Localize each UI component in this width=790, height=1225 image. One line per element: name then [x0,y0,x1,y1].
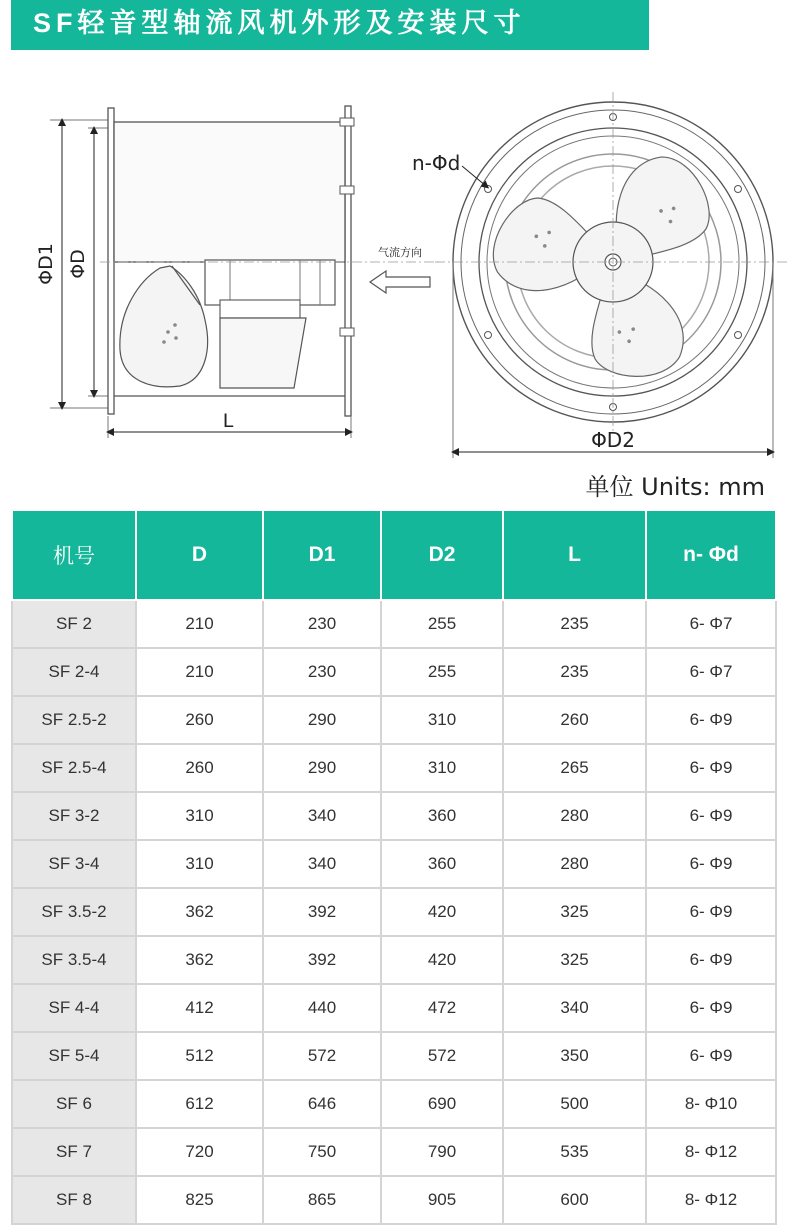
cell-holes: 6- Φ9 [646,984,776,1032]
cell-model: SF 3.5-2 [12,888,136,936]
cell-l: 265 [503,744,646,792]
cell-holes: 6- Φ9 [646,744,776,792]
cell-d1: 230 [263,648,381,696]
dim-l-label: L [222,410,234,432]
dim-d2-label: ΦD2 [591,428,635,452]
header-d2: D2 [381,510,503,600]
cell-model: SF 8 [12,1176,136,1224]
cell-model: SF 2.5-2 [12,696,136,744]
dim-d-label: ΦD [67,249,89,279]
cell-holes: 6- Φ9 [646,792,776,840]
cell-d: 720 [136,1128,263,1176]
cell-l: 600 [503,1176,646,1224]
cell-d1: 290 [263,696,381,744]
cell-model: SF 6 [12,1080,136,1128]
table-row [12,1080,776,1128]
table-row [12,1176,776,1224]
table-row [12,936,776,984]
cell-l: 325 [503,936,646,984]
cell-d2: 360 [381,792,503,840]
cell-d1: 340 [263,792,381,840]
cell-d: 612 [136,1080,263,1128]
cell-l: 235 [503,648,646,696]
page-title: SF轻音型轴流风机外形及安装尺寸 [11,0,649,50]
table-row [12,1032,776,1080]
fan-drawing [0,70,790,470]
cell-model: SF 3-2 [12,792,136,840]
cell-d2: 310 [381,744,503,792]
cell-model: SF 3.5-4 [12,936,136,984]
table-row [12,792,776,840]
cell-d2: 360 [381,840,503,888]
cell-model: SF 3-4 [12,840,136,888]
cell-d1: 865 [263,1176,381,1224]
cell-model: SF 5-4 [12,1032,136,1080]
cell-holes: 6- Φ7 [646,648,776,696]
cell-d1: 750 [263,1128,381,1176]
cell-l: 325 [503,888,646,936]
cell-holes: 6- Φ9 [646,840,776,888]
cell-l: 535 [503,1128,646,1176]
cell-d2: 420 [381,888,503,936]
cell-holes: 6- Φ9 [646,936,776,984]
cell-d: 210 [136,648,263,696]
cell-d: 310 [136,792,263,840]
cell-d2: 472 [381,984,503,1032]
airflow-label: 气流方向 [378,246,422,259]
cell-d1: 392 [263,888,381,936]
cell-d2: 572 [381,1032,503,1080]
cell-model: SF 7 [12,1128,136,1176]
cell-d: 210 [136,600,263,648]
cell-d2: 905 [381,1176,503,1224]
cell-d1: 440 [263,984,381,1032]
table-row [12,984,776,1032]
cell-d: 412 [136,984,263,1032]
cell-model: SF 4-4 [12,984,136,1032]
cell-l: 350 [503,1032,646,1080]
cell-holes: 6- Φ9 [646,1032,776,1080]
table-header-row [12,510,776,600]
units-label: 单位 Units: mm [585,473,765,501]
cell-l: 280 [503,840,646,888]
cell-d: 362 [136,888,263,936]
cell-d1: 392 [263,936,381,984]
cell-d1: 290 [263,744,381,792]
cell-d: 260 [136,744,263,792]
cell-holes: 6- Φ9 [646,696,776,744]
table-row [12,648,776,696]
table-row [12,600,776,648]
cell-d1: 340 [263,840,381,888]
dimension-table [11,509,777,1225]
airflow-arrow-icon [370,271,430,293]
table-row [12,1128,776,1176]
cell-d: 310 [136,840,263,888]
cell-d: 512 [136,1032,263,1080]
cell-holes: 6- Φ9 [646,888,776,936]
cell-model: SF 2 [12,600,136,648]
header-model: 机号 [12,510,136,600]
cell-l: 280 [503,792,646,840]
dim-d1-label: ΦD1 [35,243,57,285]
cell-d1: 230 [263,600,381,648]
side-view [35,106,440,438]
cell-l: 260 [503,696,646,744]
holes-label: n-Φd [412,151,461,175]
header-holes: n- Φd [646,510,776,600]
cell-d: 362 [136,936,263,984]
cell-d2: 420 [381,936,503,984]
cell-d1: 572 [263,1032,381,1080]
cell-d2: 255 [381,600,503,648]
cell-d2: 255 [381,648,503,696]
cell-d1: 646 [263,1080,381,1128]
cell-model: SF 2.5-4 [12,744,136,792]
header-d1: D1 [263,510,381,600]
front-view [412,92,790,458]
cell-holes: 8- Φ10 [646,1080,776,1128]
cell-holes: 6- Φ7 [646,600,776,648]
table-row [12,696,776,744]
cell-l: 235 [503,600,646,648]
table-row [12,840,776,888]
header-l: L [503,510,646,600]
cell-holes: 8- Φ12 [646,1128,776,1176]
header-d: D [136,510,263,600]
cell-d2: 690 [381,1080,503,1128]
cell-d2: 790 [381,1128,503,1176]
cell-l: 500 [503,1080,646,1128]
cell-l: 340 [503,984,646,1032]
cell-d: 260 [136,696,263,744]
cell-d: 825 [136,1176,263,1224]
cell-holes: 8- Φ12 [646,1176,776,1224]
table-row [12,744,776,792]
table-row [12,888,776,936]
cell-d2: 310 [381,696,503,744]
cell-model: SF 2-4 [12,648,136,696]
